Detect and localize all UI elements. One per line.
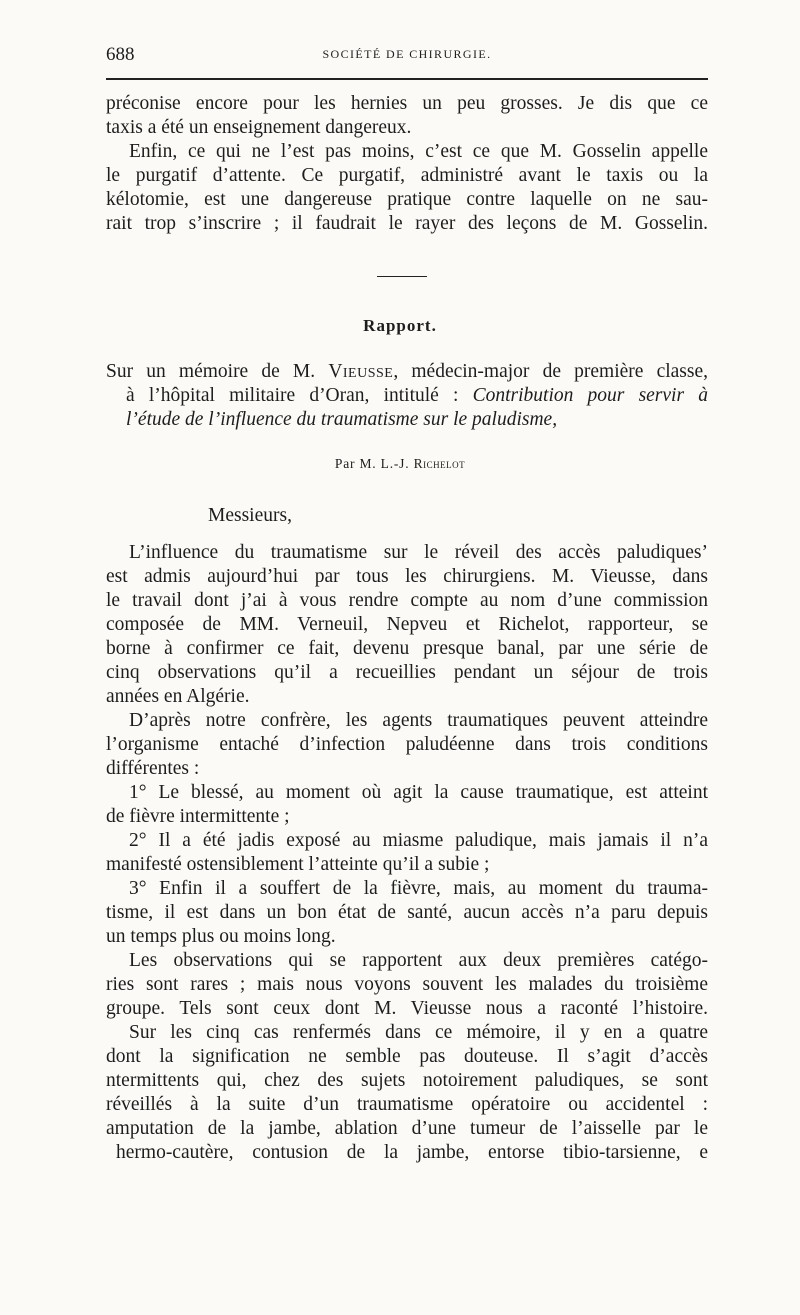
section-separator [377, 276, 427, 277]
text-line: Enfin, ce qui ne l’est pas moins, c’est ce que M. Gosselin appelle [129, 141, 708, 162]
byline [0, 456, 800, 472]
text-line: années en Algérie. [106, 686, 250, 707]
subject-text: Sur un mémoire de M. [106, 361, 329, 382]
running-title: SOCIÉTÉ DE CHIRURGIE. [322, 47, 492, 61]
memoir-title: Contribution pour servir à [472, 385, 708, 406]
text-line: le purgatif d’attente. Ce purgatif, administré avant le taxis ou la [106, 165, 708, 186]
text-line: manifesté ostensiblement l’atteinte qu’il a subie ; [106, 854, 490, 875]
text-line: hermo-cautère, contusion de la jambe, entorse tibio-tarsienne, e [116, 1142, 708, 1163]
subject-text: , médecin-major de première classe, [393, 361, 709, 382]
text-line: 1° Le blessé, au moment où agit la cause traumatique, est atteint [129, 782, 708, 803]
byline-text: Par M. L.-J. [334, 456, 414, 471]
subject-line [106, 360, 708, 384]
text-line: taxis a été un enseignement dangereux. [106, 117, 412, 138]
section-title: Rapport. [363, 316, 437, 335]
body-text-block [106, 541, 708, 1165]
text-line: dont la signification ne semble pas douteuse. Il s’agit d’accès [106, 1046, 708, 1067]
memoir-title-line: l’étude de l’influence du traumatisme sur le paludisme, [126, 409, 558, 430]
report-subject [106, 360, 708, 432]
text-line: borne à confirmer ce fait, devenu presque banal, par une série de [106, 638, 708, 659]
text-line: groupe. Tels sont ceux dont M. Vieusse nous a raconté l’histoire. [106, 998, 708, 1019]
text-line: 3° Enfin il a souffert de la fièvre, mais, au moment du trauma- [129, 878, 708, 899]
salutation: Messieurs, [208, 505, 292, 526]
text-line: 2° Il a été jadis exposé au miasme paludique, mais jamais il n’a [129, 830, 708, 851]
text-line: rait trop s’inscrire ; il faudrait le rayer des leçons de M. Gosselin. [106, 213, 708, 234]
text-line: kélotomie, est une dangereuse pratique contre laquelle on ne sau- [106, 189, 708, 210]
text-line: de fièvre intermittente ; [106, 806, 290, 827]
subject-line [106, 384, 708, 408]
text-line: ntermittents qui, chez des sujets notoirement paludiques, se sont [106, 1070, 708, 1091]
top-text-block [106, 92, 708, 236]
author-name: Vieusse [328, 361, 394, 382]
text-line: un temps plus ou moins long. [106, 926, 336, 947]
text-line: composée de MM. Verneuil, Nepveu et Richelot, rapporteur, se [106, 614, 708, 635]
text-line: différentes : [106, 758, 200, 779]
text-line: cinq observations qu’il a recueillies pendant un séjour de trois [106, 662, 708, 683]
text-line: le travail dont j’ai à vous rendre compte au nom d’une commission [106, 590, 708, 611]
text-line: Les observations qui se rapportent aux deux premières catégo- [129, 950, 708, 971]
text-line: est admis aujourd’hui par tous les chirurgiens. M. Vieusse, dans [106, 566, 708, 587]
rapporteur-name: Richelot [413, 456, 466, 471]
header-rule [106, 78, 708, 80]
text-line: ries sont rares ; mais nous voyons souvent les malades du troisième [106, 974, 708, 995]
running-header [106, 44, 708, 68]
page-number: 688 [106, 44, 135, 65]
subject-text: à l’hôpital militaire d’Oran, intitulé : [126, 385, 473, 406]
text-line: D’après notre confrère, les agents traumatiques peuvent atteindre [129, 710, 708, 731]
text-line: amputation de la jambe, ablation d’une tumeur de l’aisselle par le [106, 1118, 708, 1139]
text-line: tisme, il est dans un bon état de santé, aucun accès n’a paru depuis [106, 902, 708, 923]
text-line: Sur les cinq cas renfermés dans ce mémoire, il y en a quatre [129, 1022, 708, 1043]
text-line: l’organisme entaché d’infection paludéenne dans trois conditions [106, 734, 708, 755]
text-line: réveillés à la suite d’un traumatisme opératoire ou accidentel : [106, 1094, 708, 1115]
text-line: préconise encore pour les hernies un peu grosses. Je dis que ce [106, 93, 708, 114]
text-line: L’influence du traumatisme sur le réveil des accès paludiques’ [129, 542, 708, 563]
